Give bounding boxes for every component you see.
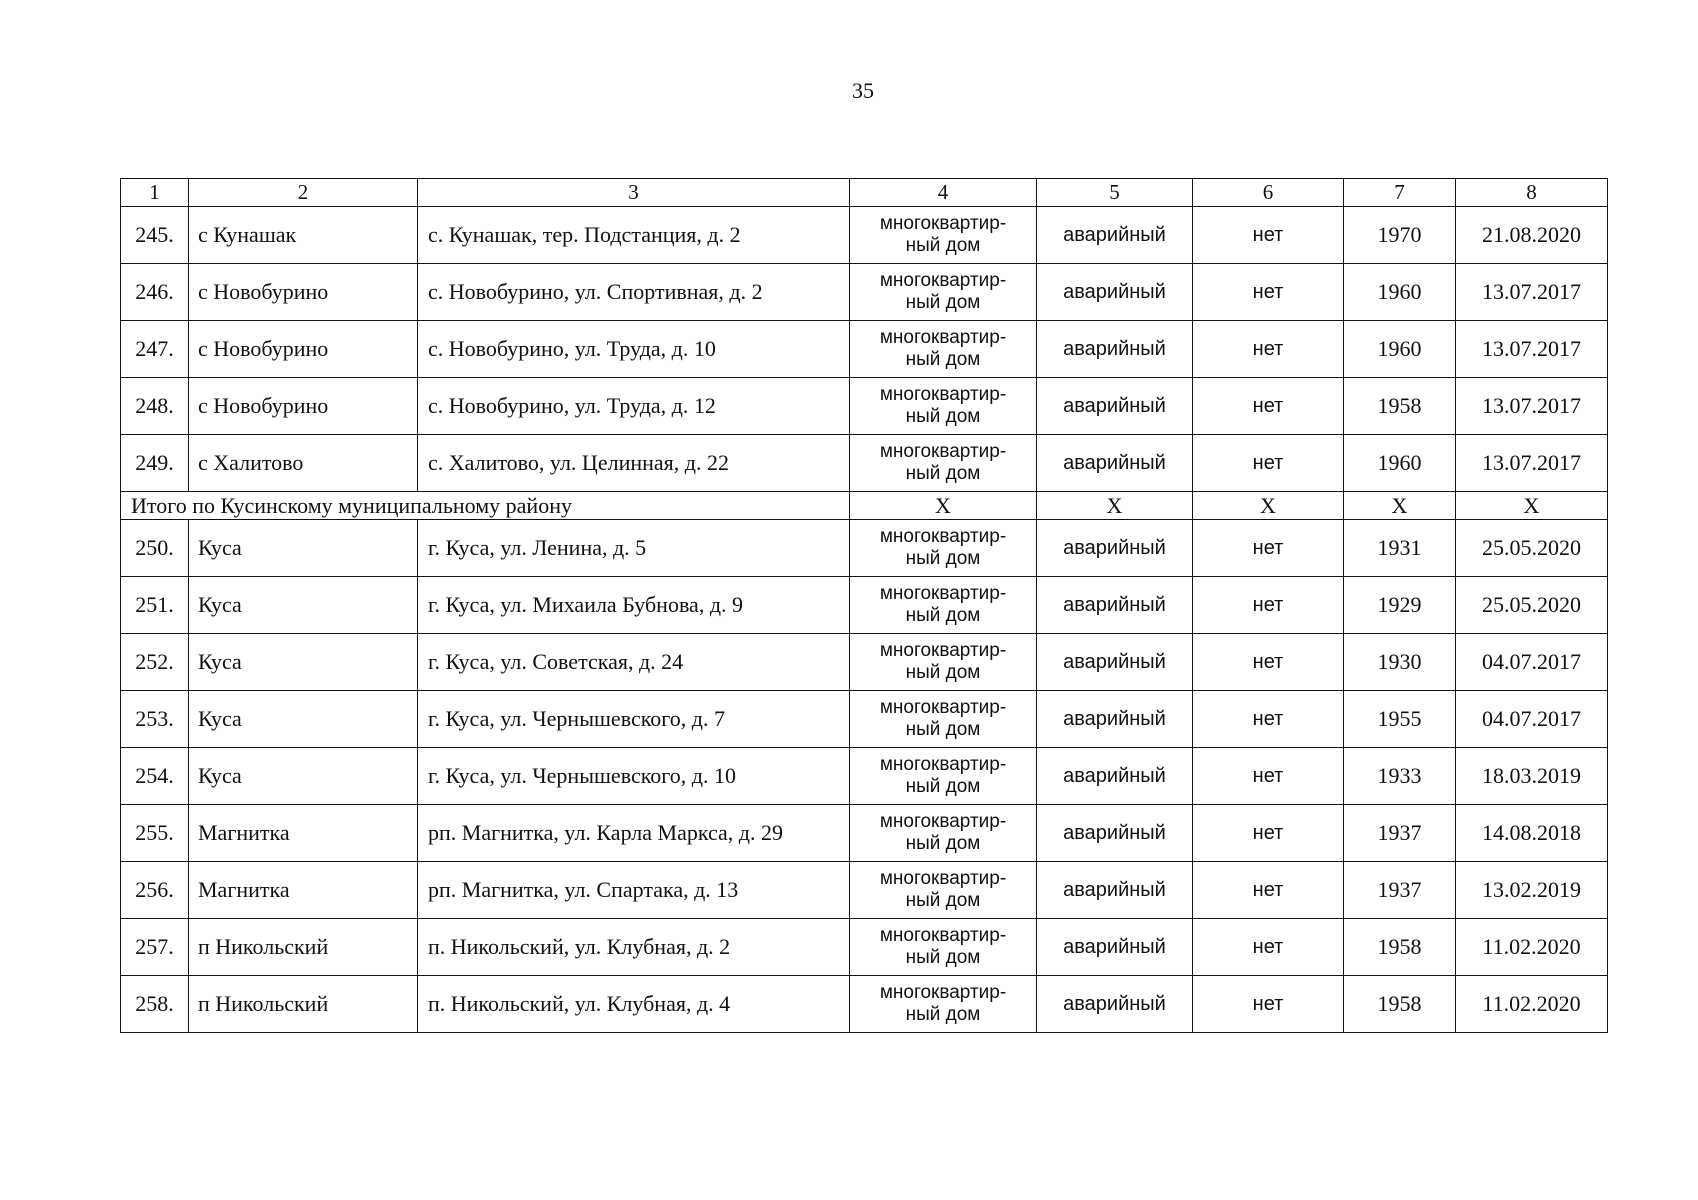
condition-cell: аварийный bbox=[1037, 207, 1193, 264]
row-number: 252. bbox=[121, 634, 189, 691]
building-type-cell bbox=[850, 378, 1037, 435]
condition-cell: аварийный bbox=[1037, 805, 1193, 862]
table-row bbox=[121, 919, 1608, 976]
flag-cell: нет bbox=[1193, 520, 1344, 577]
condition-cell: аварийный bbox=[1037, 976, 1193, 1033]
header-cell: 8 bbox=[1456, 179, 1608, 207]
building-type-line: ный дом bbox=[905, 947, 981, 968]
table-row bbox=[121, 264, 1608, 321]
building-type-line: ный дом bbox=[905, 719, 981, 740]
date-cell: 04.07.2017 bbox=[1456, 691, 1608, 748]
settlement-cell: Магнитка bbox=[189, 805, 418, 862]
row-number: 249. bbox=[121, 435, 189, 492]
year-cell: 1960 bbox=[1344, 321, 1456, 378]
address-cell: г. Куса, ул. Советская, д. 24 bbox=[418, 634, 850, 691]
row-number: 253. bbox=[121, 691, 189, 748]
building-type-line: многоквартир- bbox=[879, 270, 1007, 292]
condition-cell: аварийный bbox=[1037, 748, 1193, 805]
header-cell: 4 bbox=[850, 179, 1037, 207]
date-cell: 13.07.2017 bbox=[1456, 378, 1608, 435]
building-type-cell bbox=[850, 748, 1037, 805]
header-cell: 1 bbox=[121, 179, 189, 207]
building-type-cell bbox=[850, 207, 1037, 264]
building-type-line: многоквартир- bbox=[879, 213, 1007, 235]
building-type-line: ный дом bbox=[905, 890, 981, 911]
address-cell: с. Халитово, ул. Целинная, д. 22 bbox=[418, 435, 850, 492]
total-mark: X bbox=[850, 492, 1037, 520]
date-cell: 21.08.2020 bbox=[1456, 207, 1608, 264]
building-type-line: многоквартир- bbox=[879, 811, 1007, 833]
building-type-line: ный дом bbox=[905, 235, 981, 256]
address-cell: рп. Магнитка, ул. Карла Маркса, д. 29 bbox=[418, 805, 850, 862]
table-group-b bbox=[121, 520, 1608, 1033]
year-cell: 1955 bbox=[1344, 691, 1456, 748]
table-row bbox=[121, 207, 1608, 264]
condition-cell: аварийный bbox=[1037, 520, 1193, 577]
building-type-line: ный дом bbox=[905, 548, 981, 569]
year-cell: 1933 bbox=[1344, 748, 1456, 805]
condition-cell: аварийный bbox=[1037, 264, 1193, 321]
row-number: 254. bbox=[121, 748, 189, 805]
year-cell: 1937 bbox=[1344, 862, 1456, 919]
building-type-cell bbox=[850, 691, 1037, 748]
building-type-line: ный дом bbox=[905, 463, 981, 484]
condition-cell: аварийный bbox=[1037, 919, 1193, 976]
flag-cell: нет bbox=[1193, 862, 1344, 919]
flag-cell: нет bbox=[1193, 207, 1344, 264]
year-cell: 1958 bbox=[1344, 919, 1456, 976]
building-type-cell bbox=[850, 919, 1037, 976]
year-cell: 1937 bbox=[1344, 805, 1456, 862]
building-type-cell bbox=[850, 264, 1037, 321]
flag-cell: нет bbox=[1193, 805, 1344, 862]
date-cell: 11.02.2020 bbox=[1456, 976, 1608, 1033]
row-number: 245. bbox=[121, 207, 189, 264]
settlement-cell: Куса bbox=[189, 691, 418, 748]
building-type-line: многоквартир- bbox=[879, 925, 1007, 947]
condition-cell: аварийный bbox=[1037, 435, 1193, 492]
date-cell: 13.07.2017 bbox=[1456, 321, 1608, 378]
settlement-cell: Куса bbox=[189, 520, 418, 577]
date-cell: 13.02.2019 bbox=[1456, 862, 1608, 919]
building-type-line: ный дом bbox=[905, 406, 981, 427]
address-cell: г. Куса, ул. Чернышевского, д. 10 bbox=[418, 748, 850, 805]
building-type-line: ный дом bbox=[905, 292, 981, 313]
header-cell: 3 bbox=[418, 179, 850, 207]
flag-cell: нет bbox=[1193, 748, 1344, 805]
settlement-cell: Куса bbox=[189, 748, 418, 805]
flag-cell: нет bbox=[1193, 577, 1344, 634]
row-number: 251. bbox=[121, 577, 189, 634]
building-type-line: ный дом bbox=[905, 605, 981, 626]
flag-cell: нет bbox=[1193, 321, 1344, 378]
row-number: 246. bbox=[121, 264, 189, 321]
flag-cell: нет bbox=[1193, 919, 1344, 976]
district-total-row bbox=[121, 492, 1608, 520]
building-type-cell bbox=[850, 634, 1037, 691]
date-cell: 14.08.2018 bbox=[1456, 805, 1608, 862]
address-cell: с. Новобурино, ул. Труда, д. 12 bbox=[418, 378, 850, 435]
address-cell: г. Куса, ул. Чернышевского, д. 7 bbox=[418, 691, 850, 748]
year-cell: 1930 bbox=[1344, 634, 1456, 691]
address-cell: с. Новобурино, ул. Спортивная, д. 2 bbox=[418, 264, 850, 321]
building-type-line: ный дом bbox=[905, 833, 981, 854]
date-cell: 04.07.2017 bbox=[1456, 634, 1608, 691]
header-cell: 5 bbox=[1037, 179, 1193, 207]
building-type-cell bbox=[850, 805, 1037, 862]
building-type-cell bbox=[850, 976, 1037, 1033]
page-number: 35 bbox=[852, 78, 874, 103]
table-row bbox=[121, 976, 1608, 1033]
column-number-header-row bbox=[121, 179, 1608, 207]
year-cell: 1970 bbox=[1344, 207, 1456, 264]
table-row bbox=[121, 520, 1608, 577]
date-cell: 25.05.2020 bbox=[1456, 577, 1608, 634]
address-cell: с. Новобурино, ул. Труда, д. 10 bbox=[418, 321, 850, 378]
row-number: 248. bbox=[121, 378, 189, 435]
year-cell: 1929 bbox=[1344, 577, 1456, 634]
year-cell: 1960 bbox=[1344, 435, 1456, 492]
condition-cell: аварийный bbox=[1037, 691, 1193, 748]
date-cell: 18.03.2019 bbox=[1456, 748, 1608, 805]
table-group-a bbox=[121, 207, 1608, 492]
flag-cell: нет bbox=[1193, 435, 1344, 492]
table-row bbox=[121, 378, 1608, 435]
header-cell: 2 bbox=[189, 179, 418, 207]
total-mark: X bbox=[1193, 492, 1344, 520]
settlement-cell: п Никольский bbox=[189, 919, 418, 976]
settlement-cell: Магнитка bbox=[189, 862, 418, 919]
address-cell: п. Никольский, ул. Клубная, д. 2 bbox=[418, 919, 850, 976]
header-cell: 7 bbox=[1344, 179, 1456, 207]
building-type-cell bbox=[850, 577, 1037, 634]
building-type-line: многоквартир- bbox=[879, 754, 1007, 776]
building-type-line: многоквартир- bbox=[879, 583, 1007, 605]
settlement-cell: с Новобурино bbox=[189, 378, 418, 435]
table-row bbox=[121, 321, 1608, 378]
address-cell: г. Куса, ул. Михаила Бубнова, д. 9 bbox=[418, 577, 850, 634]
row-number: 255. bbox=[121, 805, 189, 862]
total-label: Итого по Кусинскому муниципальному району bbox=[121, 492, 850, 520]
settlement-cell: Куса bbox=[189, 577, 418, 634]
date-cell: 13.07.2017 bbox=[1456, 435, 1608, 492]
flag-cell: нет bbox=[1193, 634, 1344, 691]
year-cell: 1958 bbox=[1344, 976, 1456, 1033]
row-number: 256. bbox=[121, 862, 189, 919]
table-row bbox=[121, 435, 1608, 492]
settlement-cell: с Халитово bbox=[189, 435, 418, 492]
building-type-line: ный дом bbox=[905, 349, 981, 370]
settlement-cell: с Кунашак bbox=[189, 207, 418, 264]
flag-cell: нет bbox=[1193, 976, 1344, 1033]
year-cell: 1958 bbox=[1344, 378, 1456, 435]
building-type-line: ный дом bbox=[905, 776, 981, 797]
total-mark: X bbox=[1456, 492, 1608, 520]
building-type-cell bbox=[850, 321, 1037, 378]
date-cell: 11.02.2020 bbox=[1456, 919, 1608, 976]
building-type-line: многоквартир- bbox=[879, 868, 1007, 890]
row-number: 257. bbox=[121, 919, 189, 976]
table-row bbox=[121, 634, 1608, 691]
building-type-line: ный дом bbox=[905, 662, 981, 683]
settlement-cell: с Новобурино bbox=[189, 321, 418, 378]
building-type-line: многоквартир- bbox=[879, 640, 1007, 662]
table-row bbox=[121, 748, 1608, 805]
settlement-cell: п Никольский bbox=[189, 976, 418, 1033]
building-type-line: ный дом bbox=[905, 1004, 981, 1025]
condition-cell: аварийный bbox=[1037, 862, 1193, 919]
condition-cell: аварийный bbox=[1037, 634, 1193, 691]
address-cell: г. Куса, ул. Ленина, д. 5 bbox=[418, 520, 850, 577]
table-row bbox=[121, 805, 1608, 862]
housing-registry-table bbox=[120, 178, 1608, 1033]
total-mark: X bbox=[1037, 492, 1193, 520]
building-type-line: многоквартир- bbox=[879, 384, 1007, 406]
building-type-line: многоквартир- bbox=[879, 982, 1007, 1004]
address-cell: с. Кунашак, тер. Подстанция, д. 2 bbox=[418, 207, 850, 264]
address-cell: рп. Магнитка, ул. Спартака, д. 13 bbox=[418, 862, 850, 919]
date-cell: 13.07.2017 bbox=[1456, 264, 1608, 321]
flag-cell: нет bbox=[1193, 378, 1344, 435]
header-cell: 6 bbox=[1193, 179, 1344, 207]
address-cell: п. Никольский, ул. Клубная, д. 4 bbox=[418, 976, 850, 1033]
condition-cell: аварийный bbox=[1037, 321, 1193, 378]
year-cell: 1960 bbox=[1344, 264, 1456, 321]
row-number: 250. bbox=[121, 520, 189, 577]
year-cell: 1931 bbox=[1344, 520, 1456, 577]
building-type-line: многоквартир- bbox=[879, 441, 1007, 463]
settlement-cell: с Новобурино bbox=[189, 264, 418, 321]
row-number: 247. bbox=[121, 321, 189, 378]
building-type-line: многоквартир- bbox=[879, 697, 1007, 719]
building-type-cell bbox=[850, 520, 1037, 577]
table-row bbox=[121, 577, 1608, 634]
building-type-line: многоквартир- bbox=[879, 526, 1007, 548]
table-row bbox=[121, 862, 1608, 919]
row-number: 258. bbox=[121, 976, 189, 1033]
flag-cell: нет bbox=[1193, 691, 1344, 748]
building-type-cell bbox=[850, 435, 1037, 492]
settlement-cell: Куса bbox=[189, 634, 418, 691]
building-type-line: многоквартир- bbox=[879, 327, 1007, 349]
condition-cell: аварийный bbox=[1037, 577, 1193, 634]
building-type-cell bbox=[850, 862, 1037, 919]
condition-cell: аварийный bbox=[1037, 378, 1193, 435]
table-row bbox=[121, 691, 1608, 748]
total-mark: X bbox=[1344, 492, 1456, 520]
date-cell: 25.05.2020 bbox=[1456, 520, 1608, 577]
flag-cell: нет bbox=[1193, 264, 1344, 321]
